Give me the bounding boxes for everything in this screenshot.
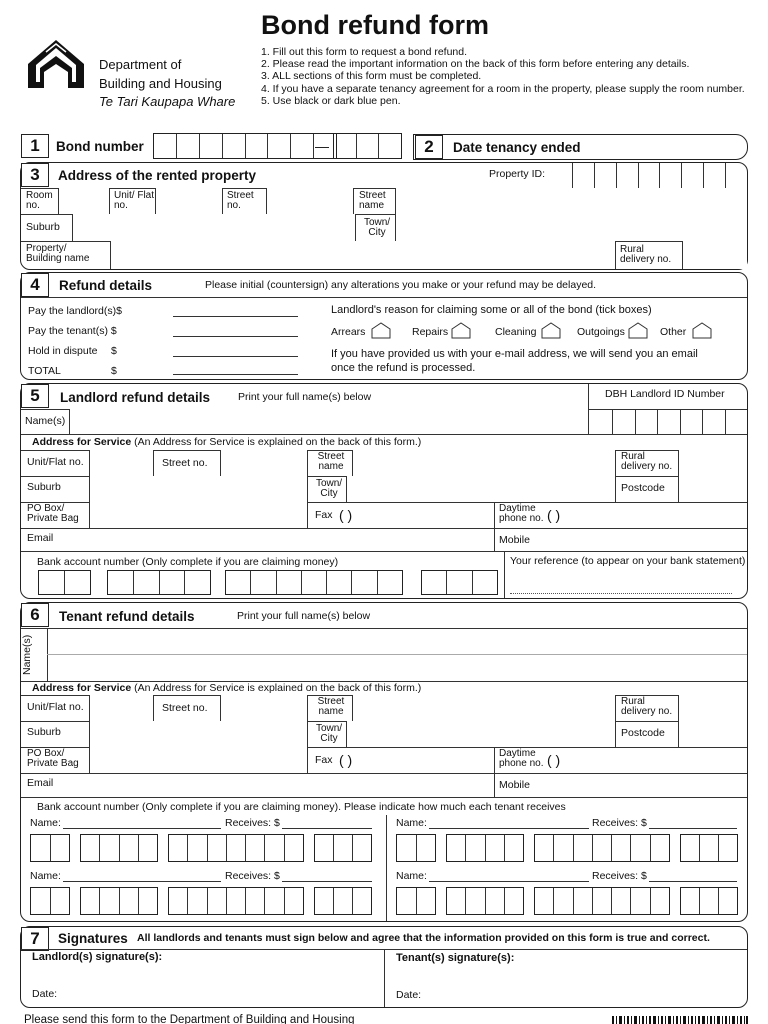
outgoings-checkbox[interactable] (628, 322, 648, 339)
tenant-1-receives-label: Receives: $ (225, 817, 280, 829)
tenant-4-receives-field[interactable] (649, 881, 737, 882)
section-1-title: Bond number (56, 139, 144, 154)
outgoings-label: Outgoings (577, 326, 625, 338)
tenant-2-name-field[interactable] (429, 828, 589, 829)
tenant-town-field[interactable] (346, 721, 616, 747)
other-label: Other (660, 326, 687, 338)
section-5-title: Landlord refund details (60, 390, 211, 405)
dbh-logo-icon (24, 38, 88, 90)
repairs-checkbox[interactable] (451, 322, 471, 339)
tenant-postcode-field[interactable] (678, 721, 747, 747)
landlord-email-label: Email (27, 532, 54, 544)
landlord-print-note: Print your full name(s) below (238, 391, 372, 403)
landlord-unit-field[interactable] (89, 450, 154, 476)
landlord-daytime-paren[interactable]: ( ) (547, 507, 561, 523)
section-4-title: Refund details (59, 278, 153, 293)
tenant-fax-paren[interactable]: ( ) (339, 752, 353, 768)
landlord-reference-field[interactable] (510, 593, 732, 594)
section-3-number: 3 (21, 163, 49, 187)
bond-suffix-boxes[interactable] (333, 133, 402, 159)
total-label: TOTAL (28, 365, 61, 377)
hold-dispute-dollar: $ (111, 345, 117, 357)
tenant-1-bank-boxes[interactable] (30, 834, 374, 862)
hold-dispute-label: Hold in dispute (28, 345, 98, 357)
landlord-signature-field[interactable] (22, 966, 382, 986)
tenant-daytime-paren[interactable]: ( ) (547, 752, 561, 768)
landlord-bank-bank-boxes[interactable] (38, 570, 91, 595)
tenant-fax-label: Fax (315, 754, 333, 766)
tenant-afs-label (32, 683, 421, 694)
property-id-label: Property ID: (489, 168, 546, 180)
pay-landlord-amount[interactable] (173, 316, 298, 317)
landlord-bank-label: Bank account number (Only complete if you are claiming money) (37, 556, 339, 568)
landlord-bank-account-boxes[interactable] (225, 570, 403, 595)
landlord-fax-label: Fax (315, 509, 333, 521)
tenant-street-name-label: Street name (317, 696, 345, 717)
unit-no-field[interactable] (155, 188, 223, 214)
tenant-4-name-label: Name: (396, 870, 427, 882)
dbh-landlord-id-boxes[interactable] (612, 409, 747, 434)
landlord-rural-field[interactable] (678, 450, 747, 476)
dbh-landlord-id-label: DBH Landlord ID Number (605, 388, 725, 400)
tenant-3-receives-label: Receives: $ (225, 870, 280, 882)
instruction-item: 3. ALL sections of this form must be completed. (261, 70, 482, 83)
tenant-suburb-field[interactable] (89, 721, 308, 747)
street-no-label: Street no. (227, 190, 254, 211)
room-no-label: Room no. (26, 190, 53, 211)
arrears-label: Arrears (331, 326, 366, 338)
landlord-town-field[interactable] (346, 476, 616, 502)
tenant-names-field[interactable] (48, 629, 746, 680)
instruction-item: 1. Fill out this form to request a bond refund. (261, 46, 468, 58)
dept-name-line1: Department of (99, 57, 182, 72)
bond-number-boxes[interactable] (153, 133, 337, 159)
unit-no-label: Unit/ Flat no. (114, 190, 155, 211)
tenant-street-no-label: Street no. (162, 702, 208, 714)
rural-delivery-field[interactable] (682, 241, 747, 269)
landlord-afs-note: (An Address for Service is explained on the back of this form.) (131, 436, 422, 448)
barcode-icon (612, 1016, 748, 1024)
landlord-daytime-label: Daytime phone no. (499, 503, 544, 524)
tenant-town-label: Town/ City (315, 723, 343, 744)
page-title: Bond refund form (261, 10, 489, 40)
landlord-postcode-label: Postcode (621, 482, 665, 494)
tenant-1-name-field[interactable] (63, 828, 221, 829)
tenant-2-receives-label: Receives: $ (592, 817, 647, 829)
tenant-signature-field[interactable] (386, 966, 744, 986)
instruction-item: 2. Please read the important information on the back of this form before entering any details. (261, 58, 690, 71)
tenant-email-label: Email (27, 777, 54, 789)
tenant-3-bank-boxes[interactable] (30, 887, 374, 915)
section-7-number: 7 (21, 927, 49, 951)
landlord-bank-branch-boxes[interactable] (107, 570, 211, 595)
tenant-2-bank-boxes[interactable] (396, 834, 740, 862)
room-no-field[interactable] (58, 188, 110, 214)
landlord-street-no-label: Street no. (162, 457, 208, 469)
dept-name-line2: Building and Housing (99, 76, 222, 91)
pay-tenant-label: Pay the tenant(s) $ (28, 325, 117, 337)
landlord-town-label: Town/ City (315, 478, 343, 499)
instructions-list (261, 46, 745, 107)
suburb-field[interactable] (72, 214, 356, 241)
town-city-field[interactable] (395, 214, 747, 241)
section-1-number: 1 (21, 134, 49, 158)
landlord-pobox-label: PO Box/ Private Bag (27, 503, 79, 524)
landlord-pobox-field[interactable] (89, 502, 308, 528)
footer-send-note: Please send this form to the Department of Building and Housing (24, 1014, 355, 1024)
tenant-pobox-label: PO Box/ Private Bag (27, 748, 79, 769)
landlord-names-label: Name(s) (25, 415, 66, 427)
tenant-3-name-label: Name: (30, 870, 61, 882)
landlord-rural-label: Rural delivery no. (621, 451, 673, 472)
alterations-note: Please initial (countersign) any alterations you make or your refund may be delayed. (205, 279, 597, 291)
tenant-bank-label: Bank account number (Only complete if you are claiming money). Please indicate how much each tenant receives (37, 801, 566, 813)
section-3-title: Address of the rented property (58, 168, 257, 183)
tenant-4-receives-label: Receives: $ (592, 870, 647, 882)
landlord-reference-label: Your reference (to appear on your bank statement) (510, 555, 746, 567)
street-no-field[interactable] (266, 188, 354, 214)
cleaning-checkbox[interactable] (541, 322, 561, 339)
landlord-street-name-label: Street name (317, 451, 345, 472)
tenant-rural-field[interactable] (678, 695, 747, 721)
total-amount[interactable] (173, 374, 298, 375)
suburb-label: Suburb (26, 221, 60, 233)
building-name-label: Property/ Building name (26, 243, 90, 264)
tenant-3-receives-field[interactable] (282, 881, 372, 882)
tenant-signature-label: Tenant(s) signature(s): (396, 952, 515, 964)
tenant-pobox-field[interactable] (89, 747, 308, 773)
tenant-suburb-label: Suburb (27, 726, 61, 738)
reason-label: Landlord's reason for claiming some or all of the bond (tick boxes) (331, 304, 652, 316)
section-7-title: Signatures (58, 931, 128, 946)
tenant-postcode-label: Postcode (621, 727, 665, 739)
tenant-mobile-label: Mobile (499, 779, 530, 791)
rural-delivery-label: Rural delivery no. (620, 244, 672, 265)
bond-number-dash: — (315, 138, 329, 154)
tenant-1-receives-field[interactable] (282, 828, 372, 829)
tenant-4-bank-boxes[interactable] (396, 887, 740, 915)
landlord-bank-suffix-boxes[interactable] (421, 570, 498, 595)
landlord-suburb-field[interactable] (89, 476, 308, 502)
landlord-names-field[interactable] (69, 409, 588, 434)
section-2-number: 2 (415, 135, 443, 159)
section-2-title: Date tenancy ended (453, 140, 581, 155)
street-name-label: Street name (359, 190, 386, 211)
tenant-rural-label: Rural delivery no. (621, 696, 673, 717)
section-4-number: 4 (21, 273, 49, 297)
landlord-mobile-label: Mobile (499, 534, 530, 546)
dept-name-maori: Te Tari Kaupapa Whare (99, 94, 236, 109)
landlord-suburb-label: Suburb (27, 481, 61, 493)
other-checkbox[interactable] (692, 322, 712, 339)
tenant-date-label: Date: (396, 989, 422, 1001)
email-note-line1: If you have provided us with your e-mail address, we will send you an email (331, 348, 698, 360)
tenant-afs-note: (An Address for Service is explained on the back of this form.) (131, 682, 422, 694)
tenant-names-label: Name(s) (21, 634, 33, 675)
property-id-boxes[interactable] (572, 163, 726, 188)
landlord-afs-label (32, 437, 421, 448)
total-dollar: $ (111, 365, 117, 377)
tenant-daytime-label: Daytime phone no. (499, 748, 544, 769)
repairs-label: Repairs (412, 326, 449, 338)
tenant-afs-bold: Address for Service (32, 682, 132, 694)
section-5-number: 5 (21, 384, 49, 408)
tenant-street-no-field[interactable] (220, 695, 308, 721)
tenant-street-name-field[interactable] (352, 695, 616, 721)
signatures-statement: All landlords and tenants must sign below and agree that the information provided on this form is true and correct. (137, 932, 710, 944)
landlord-date-label: Date: (32, 988, 58, 1000)
landlord-fax-paren[interactable]: ( ) (339, 507, 353, 523)
section-6-title: Tenant refund details (59, 609, 195, 624)
tenant-1-name-label: Name: (30, 817, 61, 829)
building-name-field[interactable] (110, 241, 616, 269)
landlord-unit-label: Unit/Flat no. (27, 456, 84, 468)
tenant-3-name-field[interactable] (63, 881, 221, 882)
instruction-item: 5. Use black or dark blue pen. (261, 94, 401, 107)
landlord-signature-label: Landlord(s) signature(s): (32, 951, 163, 963)
landlord-street-name-field[interactable] (352, 450, 616, 476)
tenant-print-note: Print your full name(s) below (237, 610, 371, 622)
instruction-item: 4. If you have a separate tenancy agreement for a room in the property, please supply the room number. (261, 82, 745, 95)
hold-dispute-amount[interactable] (173, 356, 298, 357)
landlord-afs-bold: Address for Service (32, 436, 132, 448)
landlord-street-no-field[interactable] (220, 450, 308, 476)
street-name-field[interactable] (395, 188, 747, 214)
tenant-4-name-field[interactable] (429, 881, 589, 882)
town-city-label: Town/ City (363, 217, 391, 238)
section-6-number: 6 (21, 603, 49, 627)
cleaning-label: Cleaning (495, 326, 537, 338)
tenant-2-name-label: Name: (396, 817, 427, 829)
pay-tenant-amount[interactable] (173, 336, 298, 337)
tenant-unit-field[interactable] (89, 695, 154, 721)
landlord-postcode-field[interactable] (678, 476, 747, 502)
email-note-line2: once the refund is processed. (331, 362, 476, 374)
tenant-2-receives-field[interactable] (649, 828, 737, 829)
arrears-checkbox[interactable] (371, 322, 391, 339)
tenant-unit-label: Unit/Flat no. (27, 701, 84, 713)
pay-landlord-label: Pay the landlord(s)$ (28, 305, 122, 317)
